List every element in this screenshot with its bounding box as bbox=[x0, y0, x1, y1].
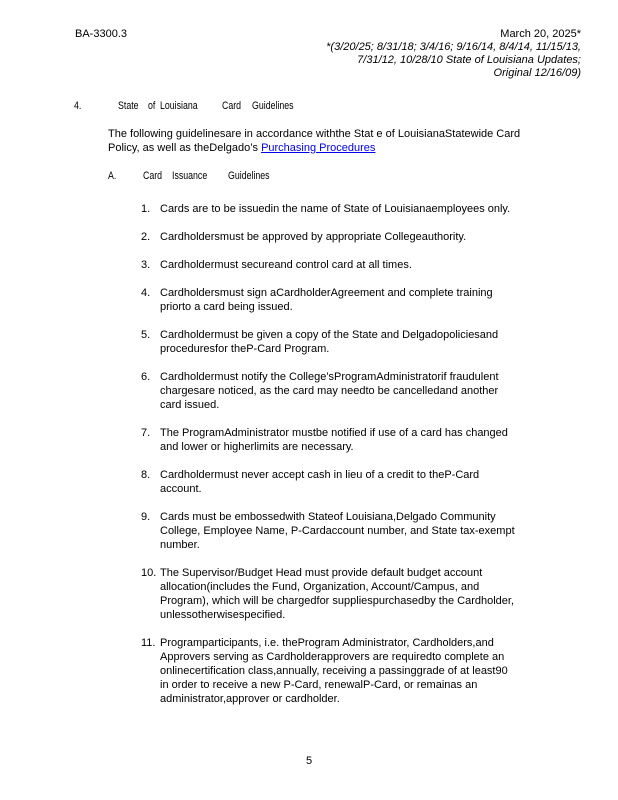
intro-line-2-text: Policy, as well as theDelgado’s bbox=[108, 142, 262, 154]
list-item-line: Program), which will be chargedfor suppliespurchasedby the Cardholder, bbox=[160, 595, 515, 607]
page-number: 5 bbox=[305, 755, 313, 767]
list-item-number: 7. bbox=[141, 427, 151, 439]
list-item-line: chargesare noticed, as the card may needto be cancelledand another bbox=[160, 385, 499, 397]
list-item-line: The Supervisor/Budget Head must provide default budget account bbox=[160, 567, 483, 579]
list-item bbox=[141, 510, 581, 552]
list-item-line: and lower or higherlimits are necessary. bbox=[160, 441, 354, 453]
list-item-line: Cardholdermust secureand control card at all times. bbox=[160, 259, 412, 271]
list-item-line: card issued. bbox=[160, 399, 220, 411]
list-item-line: Cards are to be issuedin the name of State of Louisianaemployees only. bbox=[160, 203, 511, 215]
list-item-number: 5. bbox=[141, 329, 151, 341]
list-item-line: Approvers serving as Cardholderapprovers are requiredto complete an bbox=[160, 651, 505, 663]
guidelines-list bbox=[141, 202, 581, 720]
list-item-line: priorto a card being issued. bbox=[160, 301, 293, 313]
list-item-text bbox=[160, 328, 581, 356]
list-item-text bbox=[160, 468, 581, 496]
header-dates bbox=[326, 28, 581, 80]
revision-line: 7/31/12, 10/28/10 State of Louisiana Updates; bbox=[357, 54, 581, 66]
intro-paragraph bbox=[108, 127, 590, 155]
purchasing-procedures-link[interactable]: Purchasing Procedures bbox=[261, 142, 376, 154]
list-item-line: Cardholdersmust sign aCardholderAgreement and complete training bbox=[160, 287, 493, 299]
list-item-line: unlessotherwisespecified. bbox=[160, 609, 286, 621]
list-item bbox=[141, 258, 581, 272]
subsection-letter: A. bbox=[108, 170, 117, 182]
section-title-word: of bbox=[148, 100, 156, 112]
revision-history bbox=[326, 41, 581, 80]
effective-date: March 20, 2025* bbox=[500, 28, 581, 40]
section-title-word: Guidelines bbox=[252, 100, 294, 112]
list-item-line: in order to receive a new P-Card, renewalP-Card, or remainas an bbox=[160, 679, 478, 691]
list-item-line: Cardholdermust notify the College’sProgramAdministratorif fraudulent bbox=[160, 371, 499, 383]
list-item-number: 6. bbox=[141, 371, 151, 383]
list-item-number: 11. bbox=[141, 637, 156, 649]
list-item bbox=[141, 230, 581, 244]
section-number: 4. bbox=[74, 100, 82, 112]
list-item-line: Cards must be embossedwith Stateof Louisiana,Delgado Community bbox=[160, 511, 496, 523]
list-item-line: administrator,approver or cardholder. bbox=[160, 693, 340, 705]
list-item-number: 9. bbox=[141, 511, 151, 523]
list-item-line: Cardholdermust be given a copy of the State and Delgadopoliciesand bbox=[160, 329, 499, 341]
subsection-title-word: Card bbox=[143, 170, 163, 182]
subsection-heading bbox=[0, 170, 618, 184]
list-item bbox=[141, 286, 581, 314]
section-heading bbox=[0, 100, 618, 114]
list-item-line: College, Employee Name, P-Cardaccount number, and State tax-exempt bbox=[160, 525, 515, 537]
list-item bbox=[141, 426, 581, 454]
subsection-title-word: Guidelines bbox=[228, 170, 270, 182]
list-item-line: onlinecertification class,annually, receiving a passinggrade of at least90 bbox=[160, 665, 508, 677]
list-item-text bbox=[160, 426, 581, 454]
doc-number: BA-3300.3 bbox=[75, 28, 127, 40]
list-item-line: account. bbox=[160, 483, 202, 495]
list-item-text bbox=[160, 202, 581, 216]
list-item bbox=[141, 328, 581, 356]
list-item-text bbox=[160, 258, 581, 272]
list-item-text bbox=[160, 286, 581, 314]
list-item-line: number. bbox=[160, 539, 200, 551]
list-item-line: allocation(includes the Fund, Organization, Account/Campus, and bbox=[160, 581, 480, 593]
list-item-text bbox=[160, 636, 581, 706]
section-title-word: Card bbox=[222, 100, 242, 112]
intro-line-1: The following guidelinesare in accordance withthe Stat e of LouisianaStatewide Card bbox=[108, 128, 521, 140]
list-item-text bbox=[160, 510, 581, 552]
list-item-line: The ProgramAdministrator mustbe notified if use of a card has changed bbox=[160, 427, 508, 439]
intro-line-2 bbox=[108, 141, 590, 155]
section-title-word: State bbox=[118, 100, 139, 112]
list-item bbox=[141, 370, 581, 412]
list-item bbox=[141, 566, 581, 622]
list-item-number: 8. bbox=[141, 469, 151, 481]
revision-line: *(3/20/25; 8/31/18; 3/4/16; 9/16/14, 8/4/14, 11/15/13, bbox=[326, 41, 581, 53]
list-item bbox=[141, 636, 581, 706]
section-title-word: Louisiana bbox=[160, 100, 198, 112]
list-item-number: 3. bbox=[141, 259, 151, 271]
list-item-text bbox=[160, 566, 581, 622]
list-item-number: 1. bbox=[141, 203, 151, 215]
revision-line: Original 12/16/09) bbox=[493, 67, 581, 79]
list-item-text bbox=[160, 370, 581, 412]
list-item-line: proceduresfor theP-Card Program. bbox=[160, 343, 330, 355]
list-item-text bbox=[160, 230, 581, 244]
subsection-title-word: Issuance bbox=[172, 170, 208, 182]
list-item-line: Programparticipants, i.e. theProgram Administrator, Cardholders,and bbox=[160, 637, 494, 649]
list-item bbox=[141, 202, 581, 216]
list-item-number: 2. bbox=[141, 231, 151, 243]
list-item-line: Cardholdermust never accept cash in lieu of a credit to theP-Card bbox=[160, 469, 480, 481]
list-item bbox=[141, 468, 581, 496]
list-item-number: 10. bbox=[141, 567, 157, 579]
list-item-line: Cardholdersmust be approved by appropriate Collegeauthority. bbox=[160, 231, 467, 243]
list-item-number: 4. bbox=[141, 287, 151, 299]
